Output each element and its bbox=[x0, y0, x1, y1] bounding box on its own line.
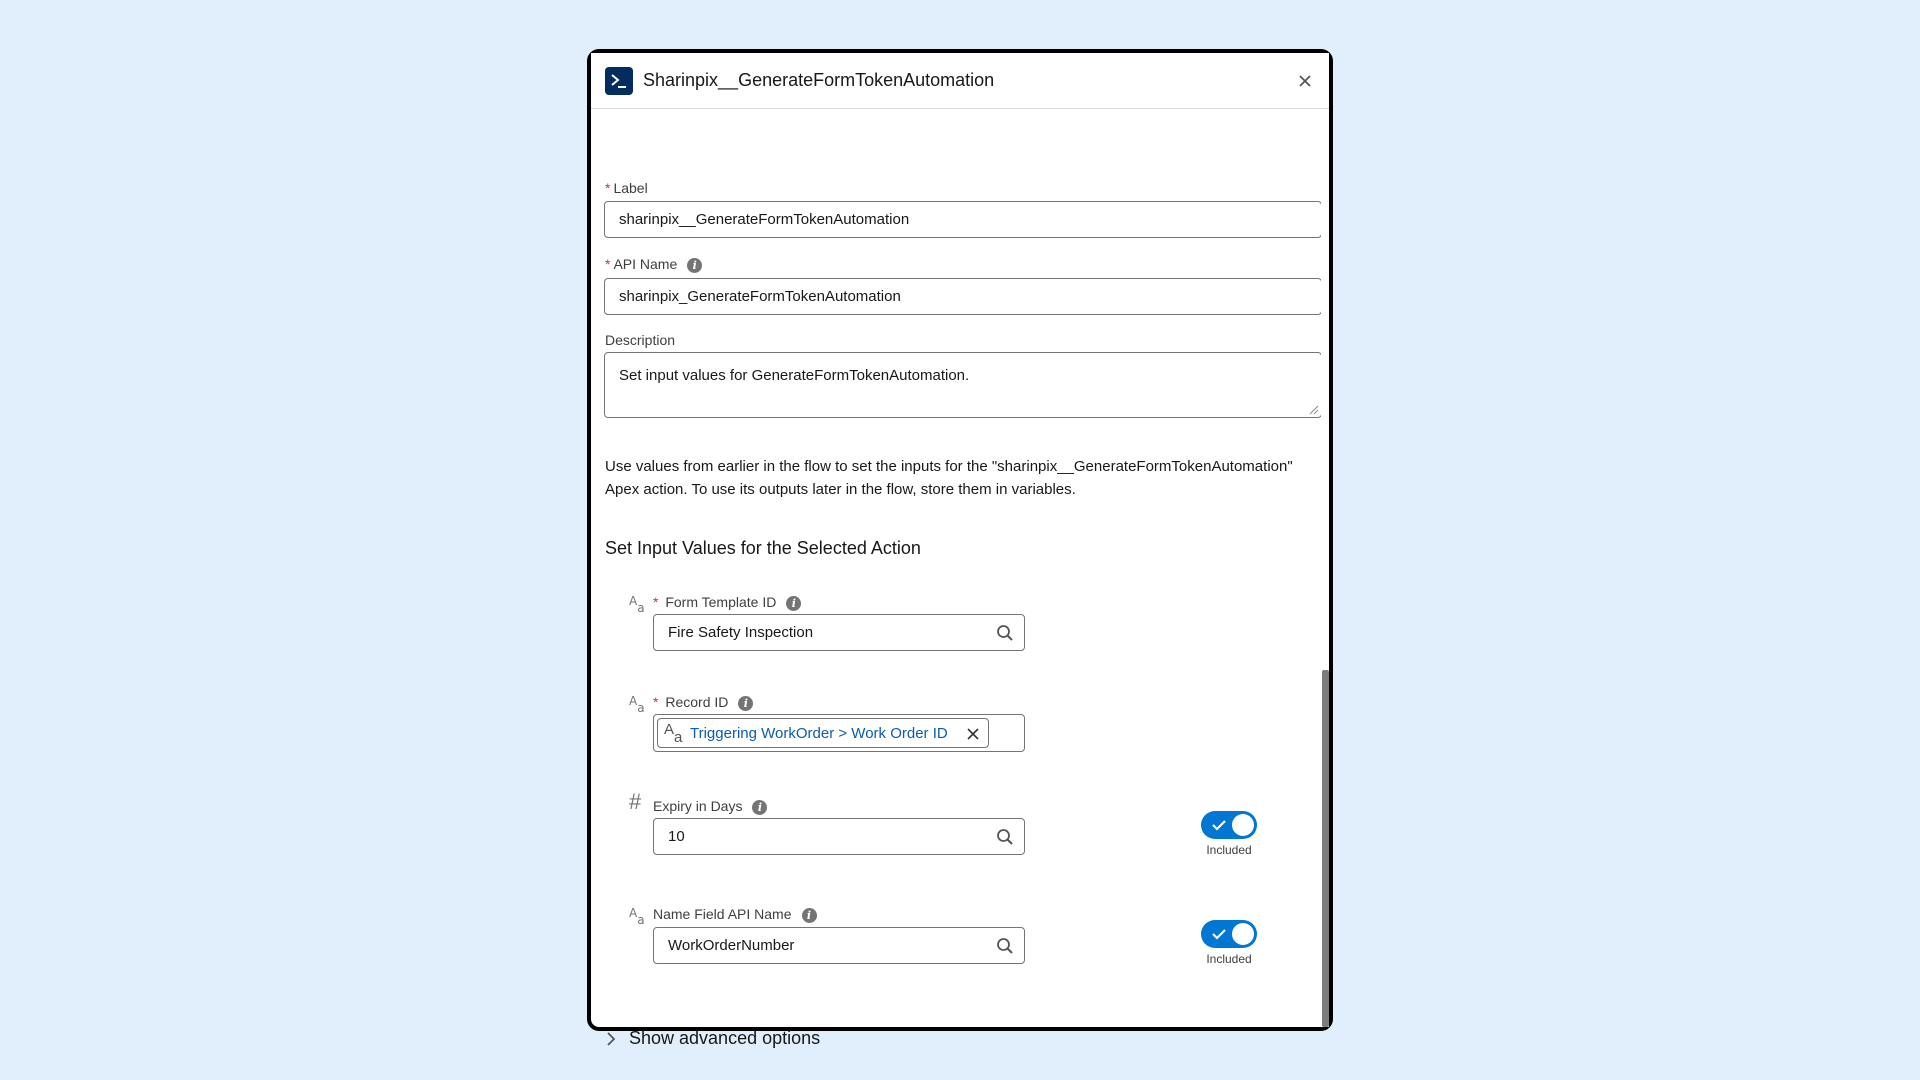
name-field-input[interactable] bbox=[653, 927, 1025, 964]
form-template-label: * Form Template ID i bbox=[653, 594, 801, 611]
text-type-icon: $^A_a$ bbox=[664, 720, 683, 746]
scrollbar[interactable] bbox=[1321, 110, 1329, 1027]
info-icon[interactable]: i bbox=[687, 258, 702, 273]
api-name-field-label: * API Name i bbox=[605, 256, 702, 273]
description-text: Set input values for GenerateFormTokenAutomation. bbox=[619, 367, 970, 384]
name-field-label: Name Field API Name i bbox=[653, 906, 817, 923]
name-field-value: WorkOrderNumber bbox=[668, 937, 795, 954]
apex-action-icon bbox=[605, 67, 633, 95]
record-id-label: * Record ID i bbox=[653, 694, 753, 711]
toggle-knob bbox=[1232, 923, 1254, 945]
form-template-input[interactable] bbox=[653, 614, 1025, 651]
name-field-toggle-label: Included bbox=[1206, 952, 1252, 966]
record-id-pill-label: Triggering WorkOrder > Work Order ID bbox=[690, 724, 948, 742]
number-type-icon: # bbox=[629, 789, 642, 814]
show-advanced-options[interactable] bbox=[605, 1028, 820, 1049]
check-icon bbox=[1211, 927, 1227, 941]
search-icon[interactable] bbox=[996, 937, 1014, 955]
api-name-input[interactable]: sharinpix_GenerateFormTokenAutomation bbox=[604, 278, 1322, 315]
label-input[interactable]: sharinpix__GenerateFormTokenAutomation bbox=[604, 201, 1322, 238]
expiry-input[interactable] bbox=[653, 818, 1025, 855]
form-template-value: Fire Safety Inspection bbox=[668, 624, 814, 641]
expiry-toggle-label: Included bbox=[1206, 843, 1252, 857]
search-icon[interactable] bbox=[996, 624, 1014, 642]
section-title: Set Input Values for the Selected Action bbox=[605, 538, 921, 558]
expiry-label: Expiry in Days i bbox=[653, 798, 767, 815]
resize-handle-icon[interactable] bbox=[1309, 405, 1319, 415]
description-textarea[interactable] bbox=[604, 352, 1322, 418]
modal-header bbox=[591, 53, 1329, 109]
close-icon[interactable] bbox=[1295, 71, 1315, 91]
record-id-pill[interactable] bbox=[657, 718, 989, 748]
search-icon[interactable] bbox=[996, 828, 1014, 846]
info-icon[interactable]: i bbox=[786, 596, 801, 611]
action-modal bbox=[587, 49, 1333, 1048]
info-icon[interactable]: i bbox=[802, 908, 817, 923]
info-icon[interactable]: i bbox=[752, 800, 767, 815]
record-id-input[interactable] bbox=[653, 714, 1025, 752]
check-icon bbox=[1211, 818, 1227, 832]
show-advanced-label: Show advanced options bbox=[629, 1028, 821, 1048]
info-icon[interactable]: i bbox=[738, 696, 753, 711]
label-field-label: * Label bbox=[605, 180, 648, 196]
text-type-icon: $^A_a$ bbox=[629, 594, 645, 615]
name-field-include-toggle[interactable] bbox=[1201, 920, 1257, 948]
expiry-value: 10 bbox=[668, 828, 685, 845]
scrollbar-thumb[interactable] bbox=[1322, 670, 1329, 1027]
instructions-text: Use values from earlier in the flow to set the inputs for the "sharinpix__GenerateFormTokenAutomation" Apex action. To use its outputs later in the flow, store them in variables. bbox=[605, 458, 1293, 498]
chevron-right-icon bbox=[605, 1031, 617, 1047]
modal-body bbox=[591, 110, 1329, 1048]
toggle-knob bbox=[1232, 814, 1254, 836]
text-type-icon: $^A_a$ bbox=[629, 906, 645, 927]
description-field-label: Description bbox=[605, 332, 676, 348]
expiry-include-toggle[interactable] bbox=[1201, 811, 1257, 839]
modal-title: Sharinpix__GenerateFormTokenAutomation bbox=[643, 70, 995, 90]
remove-pill-icon[interactable] bbox=[966, 727, 980, 741]
text-type-icon: $^A_a$ bbox=[629, 694, 645, 715]
